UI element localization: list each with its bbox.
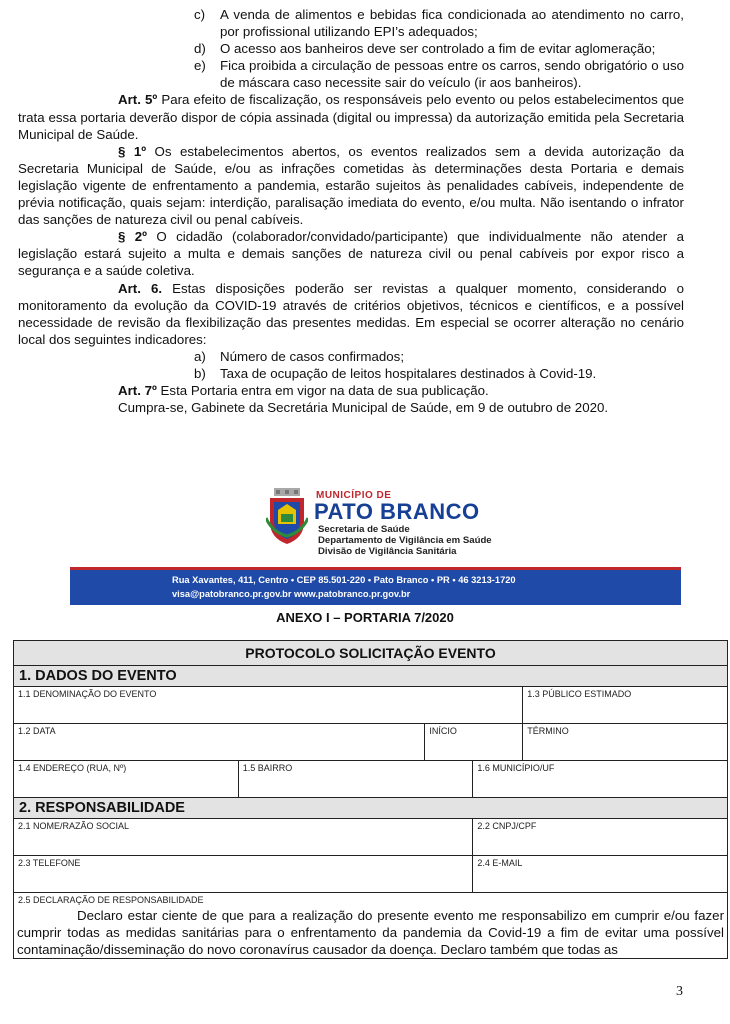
list-item: a) Número de casos confirmados;: [194, 348, 405, 364]
page-number: 3: [676, 984, 683, 999]
coat-of-arms-icon: [266, 488, 308, 546]
district-field[interactable]: 1.5 BAIRRO: [238, 761, 473, 798]
article-5: Art. 5º Para efeito de fiscalização, os responsáveis pelo evento ou pelos estabelecimentos que trata essa portaria deverão dispor de cópia assinada (digital ou impressa) da autorização emitida pela Secretaria Municipal de Saúde.: [18, 92, 684, 142]
letterhead: [262, 486, 522, 558]
article-7: Art. 7º Esta Portaria entra em vigor na data de sua publicação.: [118, 383, 489, 399]
address-line: Rua Xavantes, 411, Centro • CEP 85.501-220 • Pato Branco • PR • 46 3213-1720: [172, 575, 516, 585]
list-item: b) Taxa de ocupação de leitos hospitalares destinados à Covid-19.: [194, 365, 597, 381]
start-field[interactable]: INÍCIO: [425, 724, 523, 761]
body-text-upper: [18, 6, 684, 416]
phone-field[interactable]: 2.3 TELEFONE: [14, 856, 473, 893]
list-items-a-b: [18, 348, 684, 382]
event-request-form: [13, 640, 728, 959]
annex-title: ANEXO I – PORTARIA 7/2020: [276, 610, 454, 625]
list-item: e) Fica proibida a circulação de pessoas entre os carros, sendo obrigatório o uso de máscara caso necessite sair do veículo (ir aos banheiros).: [194, 58, 684, 91]
city-field[interactable]: 1.6 MUNICÍPIO/UF: [473, 761, 728, 798]
secretaria-label: Secretaria de Saúde: [318, 524, 410, 535]
article-6: Art. 6. Estas disposições poderão ser revistas a qualquer momento, considerando o monitoramento da evolução da COVID-19 através de critérios objetivos, técnicos e científicos, e a possível necessidade de revisão da flexibilização das presentes medidas. Em especial se ocorrer alteração no cenário local dos seguintes indicadores:: [18, 280, 685, 347]
list-items-c-e: [18, 6, 684, 91]
audience-field[interactable]: 1.3 PÚBLICO ESTIMADO: [523, 687, 728, 724]
paragraph-2: § 2º O cidadão (colaborador/convidado/participante) que individualmente não atender a legislação estará sujeito a multa e demais sanções de natureza civil ou penal cabíveis por expor risco a segurança e a saúde coletiva.: [18, 229, 685, 279]
list-item: c) A venda de alimentos e bebidas fica condicionada ao atendimento no carro, por profissional utilizando EPI’s adequados;: [194, 7, 684, 40]
event-name-field[interactable]: 1.1 DENOMINAÇÃO DO EVENTO: [14, 687, 523, 724]
section-responsabilidade: 2. RESPONSABILIDADE: [14, 798, 728, 819]
section-dados-evento: 1. DADOS DO EVENTO: [14, 666, 728, 687]
municipio-label: MUNICÍPIO DE: [316, 490, 392, 501]
declaration-block: 2.5 DECLARAÇÃO DE RESPONSABILIDADE Declaro estar ciente de que para a realização do presente evento me responsabilizo em cumprir e/ou fazer cumprir todas as medidas sanitárias para o enfrentamento da pandemia da Covid-19 a fim de evitar uma possível contaminação/disseminação do novo coronavírus causador da doença. Declaro também que todas as: [14, 893, 728, 959]
email-field[interactable]: 2.4 E-MAIL: [473, 856, 728, 893]
departamento-label: Departamento de Vigilância em Saúde: [318, 535, 492, 546]
closing-line: Cumpra-se, Gabinete da Secretária Municipal de Saúde, em 9 de outubro de 2020.: [118, 400, 609, 416]
city-name: PATO BRANCO: [314, 499, 480, 524]
form-title: PROTOCOLO SOLICITAÇÃO EVENTO: [14, 641, 728, 666]
paragraph-1: § 1º Os estabelecimentos abertos, os eventos realizados sem a devida autorização da Secretaria Municipal de Saúde, e/ou as infrações cometidas às determinações desta Portaria e demais legislação vigente de enfrentamento a pandemia, estarão sujeitos às penalidades cabíveis, independente de prévia notificação, quais sejam: interdição, paralisação imediata do evento, e/ou multa. Não isentando o infrator das sanções de natureza civil ou penal cabíveis.: [18, 143, 685, 228]
contact-banner: [70, 567, 681, 605]
web-line: visa@patobranco.pr.gov.br www.patobranco.pr.gov.br: [172, 589, 411, 599]
cnpj-cpf-field[interactable]: 2.2 CNPJ/CPF: [473, 819, 728, 856]
list-item: d) O acesso aos banheiros deve ser controlado a fim de evitar aglomeração;: [194, 41, 656, 57]
date-field[interactable]: 1.2 DATA: [14, 724, 425, 761]
banner-red-stripe: [70, 567, 681, 570]
end-field[interactable]: TÉRMINO: [523, 724, 728, 761]
declaration-text: Declaro estar ciente de que para a realização do presente evento me responsabilizo em cumprir e/ou fazer cumprir todas as medidas sanitárias para o enfrentamento da pandemia da Covid-19 a fim de evitar uma possível contaminação/disseminação do novo coronavírus causador da doença. Declaro também que todas as: [17, 908, 724, 957]
name-field[interactable]: 2.1 NOME/RAZÃO SOCIAL: [14, 819, 473, 856]
address-field[interactable]: 1.4 ENDEREÇO (RUA, Nº): [14, 761, 239, 798]
divisao-label: Divisão de Vigilância Sanitária: [318, 546, 457, 557]
